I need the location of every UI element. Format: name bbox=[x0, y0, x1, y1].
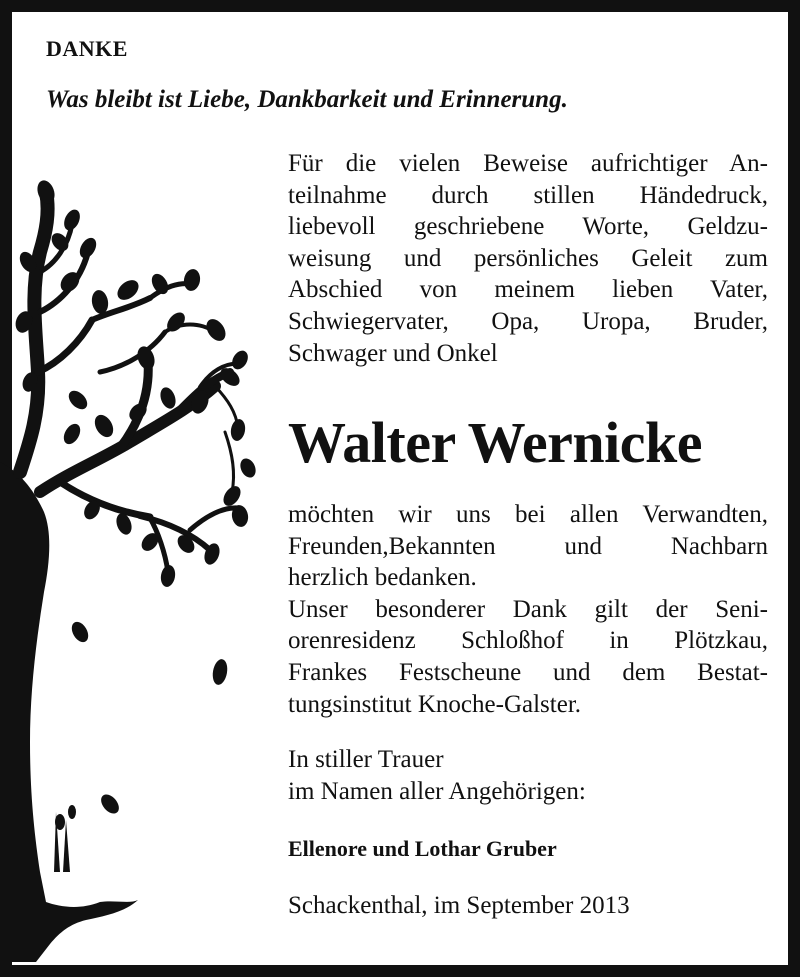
intro-line: weisung und persönliches Geleit zum bbox=[288, 244, 768, 272]
intro-line: Für die vielen Beweise aufrichtiger An- bbox=[288, 150, 768, 177]
place-date: Schackenthal, im September 2013 bbox=[288, 892, 630, 919]
intro-line: teilnahme durch stillen Händedruck, bbox=[288, 181, 768, 209]
notice-heading: DANKE bbox=[46, 36, 128, 61]
signers: Ellenore und Lothar Gruber bbox=[288, 836, 557, 861]
thanks-text bbox=[288, 499, 768, 720]
intro-text bbox=[288, 148, 768, 369]
thanks-line: herzlich bedanken. bbox=[288, 564, 477, 592]
mourning-line: im Namen aller Angehörigen: bbox=[288, 777, 586, 805]
intro-line: Schwiegervater, Opa, Uropa, Bruder, bbox=[288, 307, 768, 335]
mourning-text bbox=[288, 744, 768, 807]
thanks-line: Unser besonderer Dank gilt der Seni- bbox=[288, 595, 768, 623]
thanks-line: Freunden,Bekannten und Nachbarn bbox=[288, 532, 768, 560]
thanks-line: Frankes Festscheune und dem Bestat- bbox=[288, 658, 768, 686]
intro-line: Abschied von meinem lieben Vater, bbox=[288, 276, 768, 304]
deceased-name: Walter Wernicke bbox=[288, 410, 703, 475]
mourning-line: In stiller Trauer bbox=[288, 746, 444, 773]
tree-silhouette-icon bbox=[0, 172, 290, 977]
thanks-line: möchten wir uns bei allen Verwandten, bbox=[288, 501, 768, 528]
intro-line: Schwager und Onkel bbox=[288, 339, 498, 367]
intro-line: liebevoll geschriebene Worte, Geldzu- bbox=[288, 213, 768, 241]
thanks-line: tungsinstitut Knoche-Galster. bbox=[288, 690, 582, 718]
thanks-line: orenresidenz Schloßhof in Plötzkau, bbox=[288, 627, 768, 655]
notice-motto: Was bleibt ist Liebe, Dankbarkeit und Erinnerung. bbox=[46, 86, 568, 113]
